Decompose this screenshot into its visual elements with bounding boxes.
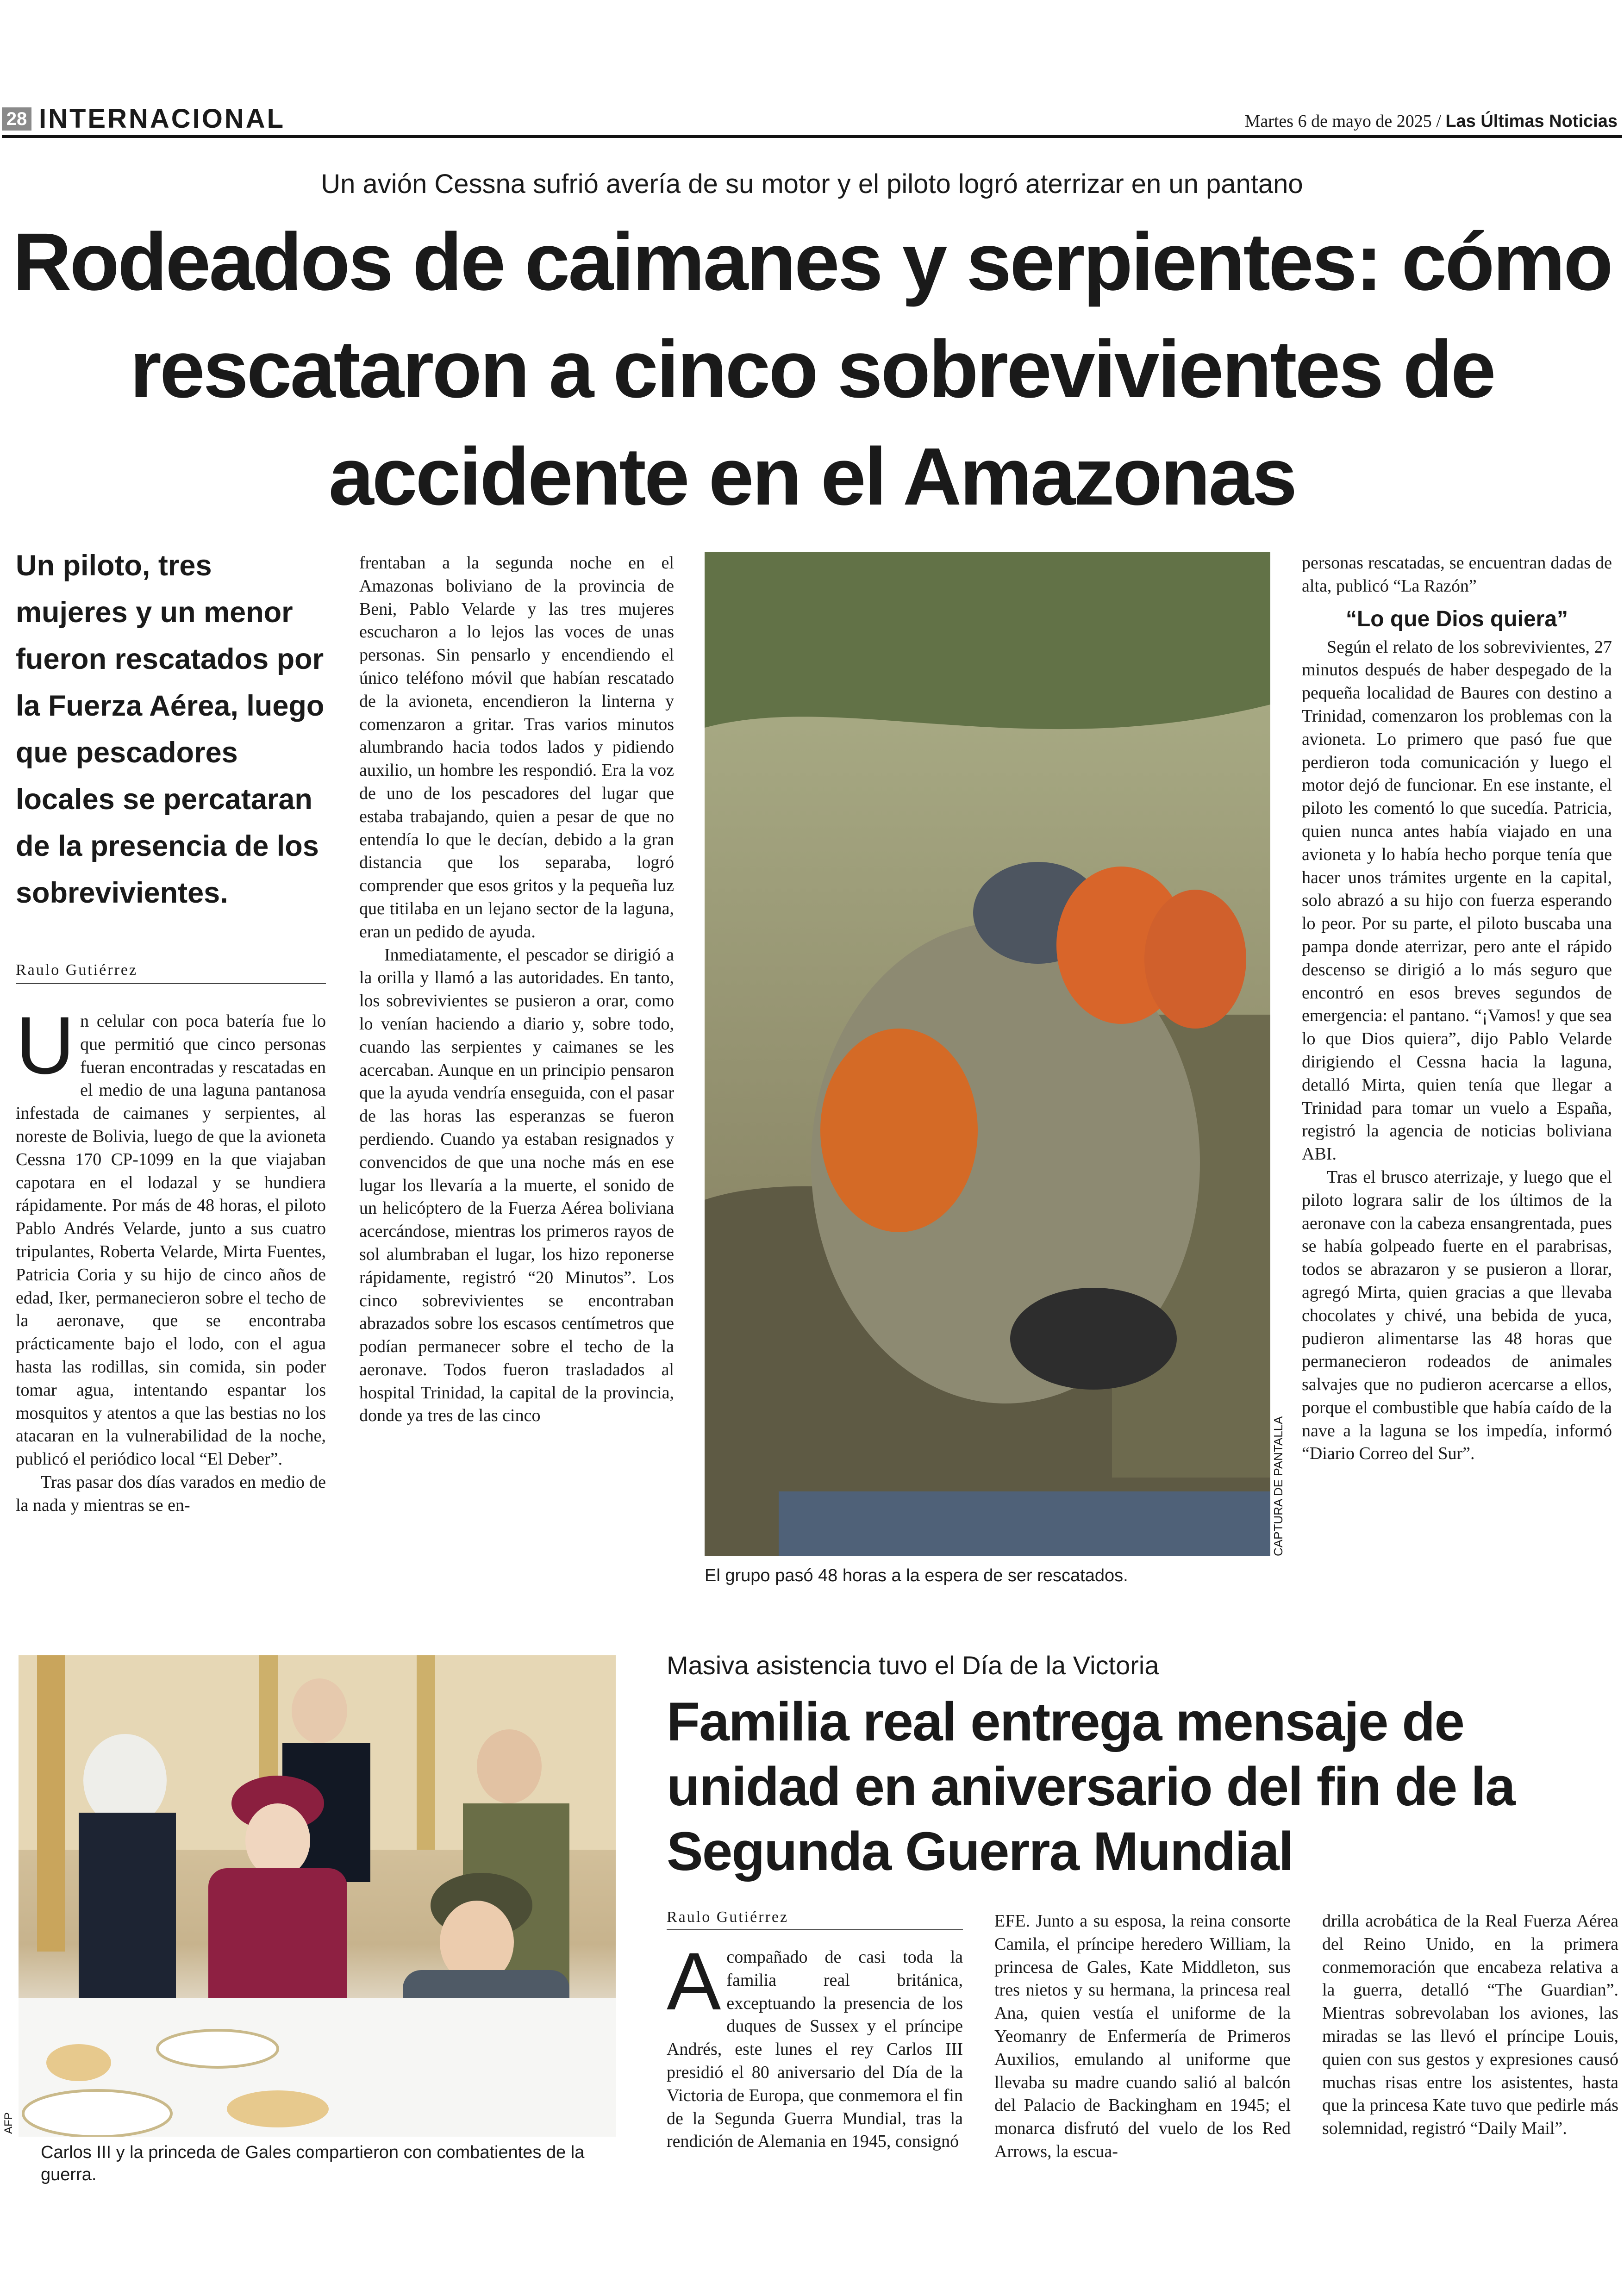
story1-dropcap: U — [16, 1000, 75, 1091]
story1-paragraph — [16, 1000, 326, 1471]
story2-column-2 — [994, 1910, 1291, 2164]
story1-paragraph: Tras el brusco aterrizaje, y luego que el piloto lograra salir de los últimos de la aeronave con la cabeza ensangrentada, pues se había golpeado fuerte en el parabrisas, todos se abrazaron y se pusieron a llorar, agregó Mirta, quien gracias a que llevaba chocolates y chivé, una bebida de yuca, pudieron alimentarse las 48 horas que permanecieron rodeados de animales salvajes que no pudieron acercarse a ellos, porque el combustible que había caído de la nave a la laguna se los impedía, informó “Diario Correo del Sur”. — [1302, 1167, 1612, 1464]
page-number: 28 — [2, 107, 31, 131]
story2-paragraph: EFE. Junto a su esposa, la reina consorte Camila, el príncipe heredero William, la princesa de Gales, Kate Middleton, sus tres nietos y su hermana, la princesa real Ana, quien vestía el uniforme de la Yeomanry de Enfermería de Primeros Auxilios, emulando al uniforme que llevaba su madre cuando salió al balcón del Palacio de Backingham en 1945; el monarca disfrutó del vuelo de los Red Arrows, la escua- — [994, 1911, 1291, 2161]
story1-summary: Un piloto, tres mujeres y un menor fueron rescatados por la Fuerza Aérea, luego que pescadores locales se percataran de la presencia de los sobrevivientes. — [16, 549, 325, 909]
story1-paragraph: Según el relato de los sobrevivientes, 27 minutos después de haber despegado de la pequeña localidad de Baures con destino a Trinidad, comenzaron los problemas con la avioneta. Lo primero que pasó fue que perdieron toda comunicación y luego el motor dejó de funcionar. En ese instante, el piloto les comentó lo que sucedía. Patricia, quien nunca antes había viajado en una avioneta y lo había hecho porque tenía que hacer unos trámites urgente en la capital, solo abrazó a su hijo con fuerza esperando lo peor. Por su parte, el piloto buscaba una pampa donde aterrizar, pero ante el rápido descenso se dirigió a lo más seguro que encontró en esos breves segundos de emergencia: el pantano. “¡Vamos! y que sea lo que Dios quiera”, dijo Pablo Velarde dirigiendo el Cessna hacia la laguna, detalló Mirta, quien tenía que llegar a Trinidad para tomar un vuelo a España, registró la agencia de noticias boliviana ABI. — [1302, 637, 1612, 1164]
royal-family-photo-credit: AFP — [2, 2112, 15, 2134]
story1-paragraph: Tras pasar dos días varados en medio de la nada y mientras se en- — [16, 1472, 326, 1515]
publication-name: Las Últimas Noticias — [1445, 112, 1618, 131]
story2-dropcap: A — [667, 1936, 721, 2027]
story1-paragraph: Inmediatamente, el pescador se dirigió a la orilla y llamó a las autoridades. En tanto, los sobrevivientes se pusieron a orar, como lo venían haciendo a diario y, sobre todo, cuando las serpientes y caimanes se les acercaban. Aunque en un principio pensaron que la ayuda vendría enseguida, con el pasar de las horas las esperanzas se fueron perdiendo. Cuando ya estaban resignados y convencidos de que una noche más en ese lugar los llevaría a la muerte, el sonido de un helicóptero de la Fuerza Aérea boliviana acercándose, mientras los primeros rayos de sol alumbraban el lugar, los hizo reponerse rápidamente, registró “20 Minutos”. Los cinco sobrevivientes se encontraban abrazados sobre los escasos centímetros que podían permanecer sobre el techo de la aeronave. Todos fueron trasladados al hospital Trinidad, la capital de la provincia, donde ya tres de las cinco — [359, 945, 674, 1426]
royal-family-photo-caption: Carlos III y la princeda de Gales compartieron con combatientes de la guerra. — [41, 2143, 585, 2184]
issue-date: Martes 6 de mayo de 2025 — [1244, 112, 1432, 131]
story1-paragraph-text: n celular con poca batería fue lo que permitió que cinco personas fueran encontradas y rescatadas en el medio de una laguna pantanosa infestada de caimanes y serpientes, al noreste de Bolivia, luego de que la avioneta Cessna 170 CP-1099 en la que viajaban capotara en el lodazal y se hundiera rápidamente. Por más de 48 horas, el piloto Pablo Andrés Velarde, junto a sus cuatro tripulantes, Roberta Velarde, Mirta Fuentes, Patricia Coria y su hijo de cinco años de edad, Iker, permanecieron sobre el techo de la aeronave, que se encontraba prácticamente bajo el lodo, con el agua hasta las rodillas, sin comida, sin poder tomar agua, intentando espantar los mosquitos y atentos a que las bestias no los atacaran en la vulnerabilidad de la noche, publicó el periódico local “El Deber”. — [16, 1011, 326, 1469]
story2-byline: Raulo Gutiérrez — [667, 1908, 789, 1926]
story1-column-3 — [1302, 552, 1612, 1466]
story1-byline-rule — [16, 983, 326, 984]
header-date-line — [1245, 110, 1618, 132]
rescue-photo-illustration — [705, 552, 1270, 1556]
story1-kicker: Un avión Cessna sufrió avería de su motor y el piloto logró aterrizar en un pantano — [321, 169, 1303, 199]
rescue-photo-caption: El grupo pasó 48 horas a la espera de ser rescatados. — [705, 1566, 1128, 1585]
story2-column-3 — [1322, 1910, 1618, 2140]
section-title: INTERNACIONAL — [39, 104, 286, 134]
story2-byline-rule — [667, 1929, 963, 1930]
rescue-photo-credit: CAPTURA DE PANTALLA — [1271, 1416, 1285, 1556]
story1-subhead: “Lo que Dios quiera” — [1345, 606, 1568, 631]
story2-paragraph: drilla acrobática de la Real Fuerza Aérea del Reino Unido, en la primera conmemoración que encabeza relativa a la guerra, detalló “The Guardian”. Mientras sobrevolaban los aviones, las miradas se las llevó el príncipe Louis, quien con sus gestos y expresiones causó muchas risas entre los asistentes, hasta que la princesa Kate tuvo que pedirle más solemnidad, registró “Daily Mail”. — [1322, 1911, 1618, 2139]
story1-byline: Raulo Gutiérrez — [16, 961, 138, 979]
date-separator: / — [1431, 112, 1446, 131]
story2-headline: Familia real entrega mensaje de unidad en aniversario del fin de la Segunda Guerra Mundial — [667, 1691, 1515, 1882]
story1-paragraph: frentaban a la segunda noche en el Amazonas boliviano de la provincia de Beni, Pablo Velarde y las tres mujeres escucharon a lo lejos las voces de unas personas. Sin pensarlo y encendiendo el único teléfono móvil que habían rescatado de la avioneta, encendieron la linterna y comenzaron a gritar. Tras varios minutos alumbrando hacia todos lados y pidiendo auxilio, un hombre les respondió. Era la voz de uno de los pescadores del lugar que estaba trabajando, quien a pesar de que no entendía lo que le decían, debido a la gran distancia que los separaba, logró comprender que esos gritos y la pequeña luz que titilaba en un lejano sector de la laguna, eran un pedido de ayuda. — [359, 553, 674, 942]
story2-column-1 — [667, 1936, 963, 2153]
rescue-photo — [705, 552, 1270, 1556]
royal-family-photo-illustration — [19, 1655, 616, 2137]
story1-column-2 — [359, 552, 674, 1428]
story2-kicker: Masiva asistencia tuvo el Día de la Victoria — [667, 1651, 1159, 1680]
story1-column-1 — [16, 1000, 326, 1517]
story1-paragraph: personas rescatadas, se encuentran dadas de alta, publicó “La Razón” — [1302, 553, 1612, 596]
story2-paragraph-text: compañado de casi toda la familia real británica, exceptuando la presencia de los duques de Sussex y el príncipe Andrés, este lunes el rey Carlos III presidió el 80 aniversario del Día de la Victoria de Europa, que conmemora el fin de la Segunda Guerra Mundial, tras la rendición de Alemania en 1945, consignó — [667, 1947, 963, 2152]
story2-paragraph — [667, 1936, 963, 2153]
royal-family-photo — [19, 1655, 616, 2137]
header-rule — [2, 135, 1622, 138]
story1-headline: Rodeados de caimanes y serpientes: cómo rescataron a cinco sobrevivientes de accidente en el Amazonas — [12, 217, 1612, 522]
